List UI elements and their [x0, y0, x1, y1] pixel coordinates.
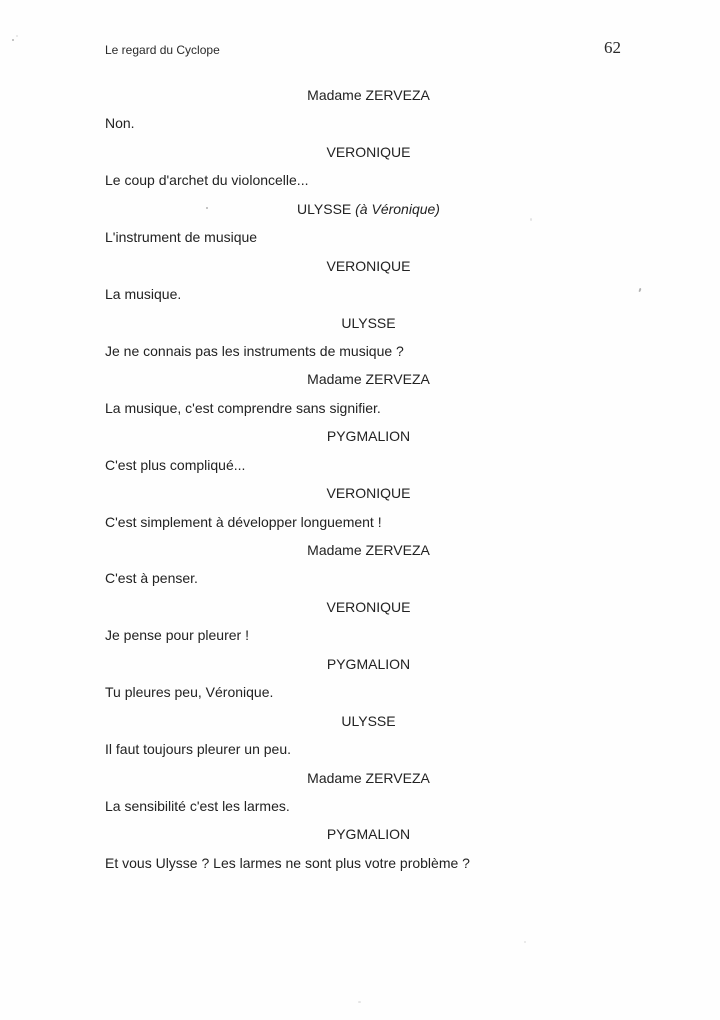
dialogue-line: La musique.: [105, 286, 182, 303]
stage-direction: (à Véronique): [351, 200, 440, 217]
speaker-name: ULYSSE (à Véronique): [297, 200, 440, 217]
speaker-name: PYGMALION: [326, 655, 411, 672]
dialogue-line: Non.: [105, 115, 135, 132]
speaker-name: PYGMALION: [326, 826, 411, 843]
speaker-name: VERONIQUE: [326, 598, 411, 615]
speaker-name: ULYSSE: [341, 314, 396, 331]
dialogue-line: C'est plus compliqué...: [105, 456, 246, 473]
dialogue-line: Je ne connais pas les instruments de musique ?: [105, 342, 404, 359]
scan-speck: [16, 35, 18, 37]
speaker-name: VERONIQUE: [326, 143, 411, 160]
speaker-name: Madame ZERVEZA: [307, 87, 430, 103]
page-number: 62: [604, 38, 621, 57]
speaker-name: ULYSSE: [341, 712, 396, 729]
scan-speck: [358, 1001, 361, 1003]
speaker-name: Madame ZERVEZA: [307, 371, 430, 388]
scan-speck: [638, 288, 641, 292]
scan-speck: [206, 207, 208, 209]
scan-speck: [524, 941, 526, 943]
dialogue-line: C'est simplement à développer longuement !: [105, 513, 382, 530]
dialogue-line: La musique, c'est comprendre sans signifier.: [105, 399, 381, 416]
script-content: [105, 81, 632, 877]
dialogue-line: Et vous Ulysse ? Les larmes ne sont plus votre problème ?: [105, 854, 470, 871]
dialogue-line: Il faut toujours pleurer un peu.: [105, 741, 292, 758]
document-title: Le regard du Cyclope: [105, 43, 220, 57]
dialogue-line: Le coup d'archet du violoncelle...: [105, 172, 309, 189]
speaker-name: Madame ZERVEZA: [307, 769, 430, 786]
dialogue-line: C'est à penser.: [105, 570, 198, 587]
speaker-name: VERONIQUE: [326, 485, 411, 502]
speaker-name: VERONIQUE: [326, 257, 411, 274]
dialogue-line: Je pense pour pleurer !: [105, 627, 249, 644]
dialogue-line: La sensibilité c'est les larmes.: [105, 797, 290, 814]
speaker-name: PYGMALION: [326, 428, 411, 445]
dialogue-line: L'instrument de musique: [105, 229, 258, 246]
scan-speck: [12, 39, 14, 41]
scan-speck: [530, 218, 532, 221]
dialogue-line: Tu pleures peu, Véronique.: [105, 684, 274, 701]
speaker-name: Madame ZERVEZA: [307, 542, 430, 558]
